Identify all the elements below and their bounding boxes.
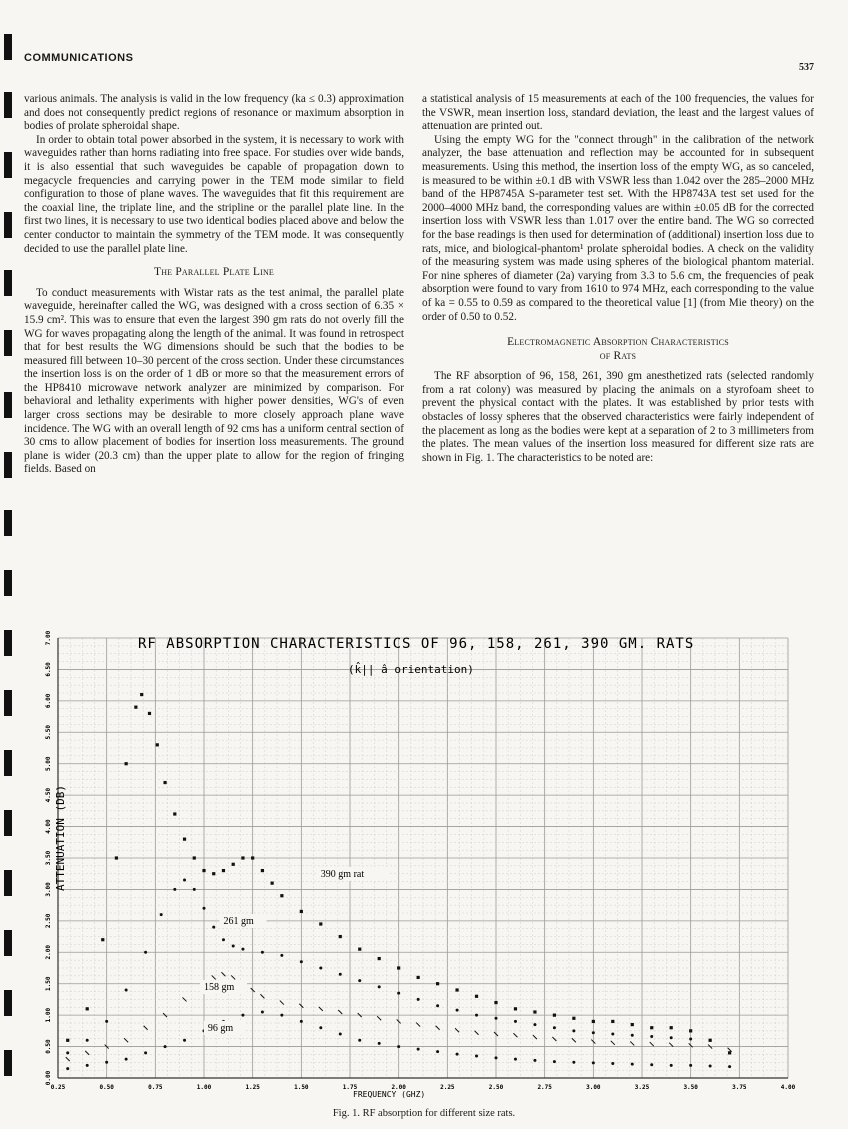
scan-mark (4, 330, 12, 356)
data-point (475, 1055, 478, 1058)
scan-mark (4, 750, 12, 776)
data-point (631, 1063, 634, 1066)
data-point (160, 913, 163, 916)
data-point (631, 1034, 634, 1037)
data-point (728, 1051, 731, 1054)
y-tick-label: 2.00 (45, 945, 52, 960)
data-point (212, 872, 215, 875)
data-point (417, 976, 420, 979)
scan-mark (4, 690, 12, 716)
data-point (86, 1039, 89, 1042)
data-point (475, 1031, 479, 1035)
data-point (631, 1023, 634, 1026)
data-point (475, 1014, 478, 1017)
data-point (514, 1058, 517, 1061)
data-point (417, 1048, 420, 1051)
data-point (86, 1064, 89, 1067)
data-point (260, 994, 264, 998)
data-point (202, 869, 205, 872)
y-tick-label: 3.50 (45, 850, 52, 866)
data-point (553, 1060, 556, 1063)
scan-mark (4, 392, 12, 418)
y-tick-label: 6.50 (45, 662, 52, 677)
data-point (689, 1038, 692, 1041)
x-tick-label: 0.50 (99, 1084, 114, 1091)
data-point (611, 1020, 614, 1023)
data-point (115, 856, 118, 859)
x-tick-label: 4.00 (780, 1084, 796, 1091)
data-point (251, 856, 254, 859)
data-point (670, 1064, 673, 1067)
y-tick-label: 0.50 (45, 1039, 52, 1054)
data-point (728, 1065, 731, 1068)
data-point (650, 1063, 653, 1066)
data-point (592, 1020, 595, 1023)
right-column (422, 93, 814, 465)
data-point (86, 1007, 89, 1010)
y-tick-label: 5.00 (45, 756, 52, 771)
data-point (378, 957, 381, 960)
data-point (572, 1017, 575, 1020)
data-point (319, 1026, 322, 1029)
data-point (222, 869, 225, 872)
absorption-chart (38, 628, 818, 1098)
data-point (436, 1004, 439, 1007)
x-tick-label: 2.25 (440, 1084, 455, 1091)
y-tick-label: 7.00 (45, 630, 52, 646)
data-point (572, 1061, 575, 1064)
x-tick-label: 0.75 (148, 1084, 163, 1091)
data-point (436, 1026, 440, 1030)
paragraph: To conduct measurements with Wistar rats as the test animal, the parallel plate waveguide, hereinafter called the WG, was designed with a cross section of 6.35 × 15.9 cm². This was to ensure that even the largest 390 gm rats do not overly fill the WG for waves propagating along the length of the animal. It was found in retrospect that for best results the WG dimensions should be such that the bodies to be measured fill between 10–30 percent of the cross section. Under these circumstances the insertion loss is on the order of 1 dB or more so that the measurement errors of the HP8410 microwave network analyzer are minimized by comparison. For behavioral and lethality experiments with higher power densities, WG's of even larger cross sections may be desirable to more closely approach plane wave incidence. The WG with an overall length of 92 cms has a uniform central section of 30 cms to allow placement of bodies for insertion loss measurements. The ground plane is wider (20.3 cm) than the upper plate to allow for the region of fringing fields. Based on (24, 286, 404, 476)
data-point (397, 966, 400, 969)
series-annotation: 96 gm (207, 1022, 234, 1034)
scan-mark (4, 810, 12, 836)
data-point (397, 992, 400, 995)
scan-mark (4, 92, 12, 118)
y-tick-label: 4.50 (45, 787, 52, 803)
data-point (183, 1039, 186, 1042)
data-point (592, 1031, 595, 1034)
data-point (101, 938, 104, 941)
data-point (494, 1001, 497, 1004)
y-tick-label: 6.00 (45, 693, 52, 709)
data-point (300, 960, 303, 963)
data-point (261, 869, 264, 872)
x-axis-label: FREQUENCY (GHZ) (353, 1090, 426, 1098)
x-tick-label: 1.75 (342, 1084, 358, 1091)
scan-mark (4, 270, 12, 296)
data-point (670, 1026, 673, 1029)
scan-mark (4, 570, 12, 596)
data-point (222, 938, 225, 941)
data-point (611, 1041, 615, 1045)
scan-mark (4, 34, 12, 60)
data-point (241, 856, 244, 859)
data-point (300, 910, 303, 913)
data-point (241, 948, 244, 951)
data-point (261, 951, 264, 954)
data-point (358, 1039, 361, 1042)
y-tick-label: 1.50 (45, 976, 52, 991)
data-point (397, 1045, 400, 1048)
data-point (193, 856, 196, 859)
x-tick-label: 1.25 (245, 1084, 260, 1091)
data-point (709, 1065, 712, 1068)
data-point (592, 1061, 595, 1064)
series-annotation: 390 gm rat (320, 868, 365, 880)
y-axis-label: ATTENUATION (DB) (54, 785, 67, 891)
page-number: 537 (799, 62, 814, 73)
data-point (533, 1023, 536, 1026)
data-point (144, 1051, 147, 1054)
page-header (24, 52, 814, 74)
data-point (339, 935, 342, 938)
chart-subtitle: (k̂|| â orientation) (348, 663, 474, 676)
data-point (669, 1043, 673, 1047)
y-tick-label: 1.00 (45, 1007, 52, 1023)
data-point (148, 712, 151, 715)
data-point (319, 922, 322, 925)
figure-caption: Fig. 1. RF absorption for different size rats. (332, 1108, 516, 1119)
data-point (358, 979, 361, 982)
x-tick-label: 3.25 (634, 1084, 650, 1091)
data-point (670, 1036, 673, 1039)
data-point (105, 1020, 108, 1023)
scan-mark (4, 870, 12, 896)
data-point (495, 1056, 498, 1059)
paragraph: The RF absorption of 96, 158, 261, 390 gm anesthetized rats (selected randomly from a rat colony) was measured by placing the animals on a styrofoam sheet to prevent the physical contact with the plates. It was established by prior tests with obstacles of lossy spheres that the observed characteristics were fairly independent of the placement as long as the bodies were kept at a separation of 2 to 3 millimeters from the plates. The mean values of the insertion loss measured for different size rats are shown in Fig. 1. The characteristics to be noted are: (422, 370, 814, 464)
data-point (164, 1045, 167, 1048)
paragraph: In order to obtain total power absorbed in the system, it is necessary to work with waveguides rather than horns radiating into free space. For studies over wide bands, it is also essential that such waveguides be capable of propagation down to megacycle frequencies and carrying power in the TEM mode similar to field configuration to those of plane waves. The waveguides that fit this requirement are the coaxial line, the triplate line, and the stripline or the parallel plate line. In the first two lines, it is necessary to use two identical bodies placed above and below the center conductor to maintain the symmetry of the TEM mode. It was consequently decided to use the parallel plate line. (24, 133, 404, 255)
data-point (378, 1042, 381, 1045)
paragraph: Using the empty WG for the "connect through" in the calibration of the network analyzer, the base attenuation and reflection may be accounted for in subsequent measurements. Using this method, the insertion loss of the empty WG, as so canceled, is measured to be within ±0.1 dB with VSWR less than 1.042 over the 285–2000 MHz band of the HP8745A S-parameter test set. With the HP8743A test set used for the 2000–4000 MHz band, the corresponding values are within ±0.05 dB for the corrected insertion loss with VSWR less than 1.017 over the entire band. The WG so corrected for the base readings is then used for determination of (additional) insertion loss due to rats, mice, and biological-phantom¹ prolate spheroidal bodies. A check on the validity of the measuring system was made using spheres of the biological phantom material. For nine spheres of diameter (2a) varying from 3.3 to 5.6 cm, the frequencies of peak absorption were found to vary from 1610 to 974 MHz, each corresponding to the value of ka = 0.55 to 0.59 as compared to the theoretical value [1] (from Mie theory) on the order of 0.50 to 0.52. (422, 133, 814, 323)
data-point (66, 1067, 69, 1070)
left-column (24, 93, 404, 477)
data-point (417, 998, 420, 1001)
y-tick-label: 2.50 (45, 913, 52, 929)
data-point (144, 1026, 148, 1030)
data-point (105, 1061, 108, 1064)
data-point (280, 954, 283, 957)
scan-mark (4, 930, 12, 956)
x-tick-label: 0.25 (50, 1084, 66, 1091)
data-point (513, 1033, 517, 1037)
data-point (709, 1039, 712, 1042)
data-point (572, 1029, 575, 1032)
data-point (650, 1026, 653, 1029)
data-point (156, 743, 159, 746)
section-title: The Parallel Plate Line (153, 266, 275, 279)
data-point (212, 926, 215, 929)
y-tick-label: 5.50 (45, 725, 52, 740)
x-tick-label: 2.75 (537, 1084, 552, 1091)
chart-title: RF ABSORPTION CHARACTERISTICS OF 96, 158, 261, 390 GM. RATS (138, 636, 695, 652)
scan-mark (4, 152, 12, 178)
data-point (134, 706, 137, 709)
x-tick-label: 2.00 (391, 1084, 406, 1091)
data-point (728, 1048, 732, 1052)
data-point (66, 1039, 69, 1042)
data-point (241, 1014, 244, 1017)
data-point (650, 1042, 654, 1046)
running-head: COMMUNICATIONS (24, 52, 134, 64)
data-point (271, 882, 274, 885)
data-point (193, 888, 196, 891)
data-point (232, 863, 235, 866)
data-point (455, 1028, 459, 1032)
data-point (533, 1010, 536, 1013)
x-tick-label: 1.50 (294, 1084, 309, 1091)
data-point (339, 1033, 342, 1036)
series-annotation: 261 gm (223, 916, 254, 927)
data-point (358, 948, 361, 951)
y-tick-label: 4.00 (45, 819, 52, 834)
section-title-line: of Rats (599, 349, 637, 362)
scan-mark (4, 630, 12, 656)
section-title (422, 336, 814, 363)
data-point (378, 985, 381, 988)
data-point (140, 693, 143, 696)
data-point (689, 1064, 692, 1067)
x-tick-label: 3.00 (586, 1084, 601, 1091)
x-tick-label: 3.50 (683, 1084, 698, 1091)
data-point (455, 988, 458, 991)
data-point (339, 973, 342, 976)
data-point (144, 951, 147, 954)
data-point (183, 838, 186, 841)
section-title-line: Electromagnetic Absorption Characteristics (507, 336, 729, 349)
data-point (514, 1020, 517, 1023)
data-point (300, 1020, 303, 1023)
data-point (553, 1014, 556, 1017)
scan-mark (4, 212, 12, 238)
x-tick-label: 1.00 (196, 1084, 212, 1091)
data-point (514, 1007, 517, 1010)
data-point (280, 1001, 284, 1005)
data-point (66, 1051, 69, 1054)
data-point (552, 1037, 556, 1041)
y-tick-label: 3.00 (45, 882, 52, 897)
data-point (436, 982, 439, 985)
data-point (183, 879, 186, 882)
data-point (125, 1058, 128, 1061)
x-tick-label: 3.75 (732, 1084, 747, 1091)
data-point (377, 1016, 381, 1020)
data-point (495, 1017, 498, 1020)
y-tick-label: 0.00 (45, 1070, 52, 1086)
series-annotation: 158 gm (204, 982, 235, 993)
data-point (611, 1062, 614, 1065)
scan-mark (4, 1050, 12, 1076)
data-point (338, 1010, 342, 1014)
data-point (280, 1014, 283, 1017)
data-point (203, 907, 206, 910)
data-point (232, 945, 235, 948)
paragraph: a statistical analysis of 15 measurements at each of the 100 frequencies, the values for the VSWR, mean insertion loss, standard deviation, the least and the largest values of attenuation are printed out. (422, 93, 814, 133)
data-point (173, 812, 176, 815)
data-point (280, 894, 283, 897)
data-point (125, 762, 128, 765)
data-point (66, 1057, 70, 1061)
x-tick-label: 2.50 (488, 1084, 504, 1091)
data-point (475, 995, 478, 998)
data-point (456, 1053, 459, 1056)
scan-mark (4, 510, 12, 536)
data-point (261, 1011, 264, 1014)
data-point (630, 1041, 634, 1045)
data-point (650, 1035, 653, 1038)
data-point (611, 1033, 614, 1036)
scan-mark (4, 452, 12, 478)
paragraph: various animals. The analysis is valid in the low frequency (ka ≤ 0.3) approximation and does not consequently predict regions of resonance or maximum absorption in bodies of prolate spheroidal shape. (24, 93, 404, 133)
data-point (689, 1029, 692, 1032)
data-point (173, 888, 176, 891)
data-point (319, 967, 322, 970)
data-point (553, 1026, 556, 1029)
data-point (533, 1059, 536, 1062)
data-point (163, 781, 166, 784)
scan-mark (4, 990, 12, 1016)
figure (38, 628, 818, 1098)
data-point (436, 1050, 439, 1053)
data-point (456, 1009, 459, 1012)
data-point (125, 989, 128, 992)
